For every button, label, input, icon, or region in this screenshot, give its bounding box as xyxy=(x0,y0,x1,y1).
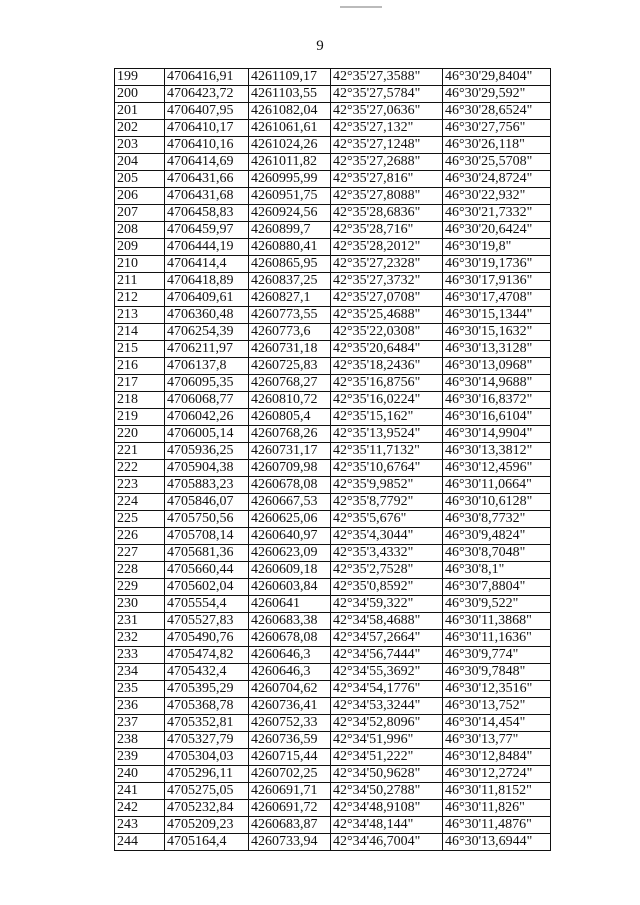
point-number-cell: 235 xyxy=(115,681,165,698)
x-coordinate-cell: 4706137,8 xyxy=(165,358,249,375)
point-number-cell: 215 xyxy=(115,341,165,358)
x-coordinate-cell: 4706423,72 xyxy=(165,86,249,103)
table-row xyxy=(115,698,551,715)
y-coordinate-cell: 4260924,56 xyxy=(249,205,331,222)
latitude-cell: 42°35'27,1248" xyxy=(331,137,443,154)
x-coordinate-cell: 4706407,95 xyxy=(165,103,249,120)
x-coordinate-cell: 4705883,23 xyxy=(165,477,249,494)
table-row xyxy=(115,613,551,630)
point-number-cell: 202 xyxy=(115,120,165,137)
longitude-cell: 46°30'13,6944" xyxy=(443,834,551,851)
x-coordinate-cell: 4705846,07 xyxy=(165,494,249,511)
latitude-cell: 42°35'28,716" xyxy=(331,222,443,239)
longitude-cell: 46°30'28,6524" xyxy=(443,103,551,120)
latitude-cell: 42°34'52,8096" xyxy=(331,715,443,732)
latitude-cell: 42°35'27,5784" xyxy=(331,86,443,103)
latitude-cell: 42°35'5,676" xyxy=(331,511,443,528)
point-number-cell: 222 xyxy=(115,460,165,477)
x-coordinate-cell: 4705602,04 xyxy=(165,579,249,596)
y-coordinate-cell: 4260683,38 xyxy=(249,613,331,630)
latitude-cell: 42°35'2,7528" xyxy=(331,562,443,579)
y-coordinate-cell: 4260678,08 xyxy=(249,477,331,494)
x-coordinate-cell: 4706459,97 xyxy=(165,222,249,239)
latitude-cell: 42°34'46,7004" xyxy=(331,834,443,851)
y-coordinate-cell: 4260768,26 xyxy=(249,426,331,443)
table-row xyxy=(115,664,551,681)
table-row xyxy=(115,749,551,766)
table-row xyxy=(115,715,551,732)
y-coordinate-cell: 4260731,18 xyxy=(249,341,331,358)
point-number-cell: 243 xyxy=(115,817,165,834)
point-number-cell: 210 xyxy=(115,256,165,273)
point-number-cell: 200 xyxy=(115,86,165,103)
longitude-cell: 46°30'19,8" xyxy=(443,239,551,256)
table-row xyxy=(115,154,551,171)
y-coordinate-cell: 4260646,3 xyxy=(249,664,331,681)
table-row xyxy=(115,239,551,256)
point-number-cell: 211 xyxy=(115,273,165,290)
longitude-cell: 46°30'20,6424" xyxy=(443,222,551,239)
x-coordinate-cell: 4705527,83 xyxy=(165,613,249,630)
x-coordinate-cell: 4705304,03 xyxy=(165,749,249,766)
y-coordinate-cell: 4260725,83 xyxy=(249,358,331,375)
y-coordinate-cell: 4261061,61 xyxy=(249,120,331,137)
latitude-cell: 42°35'15,162" xyxy=(331,409,443,426)
x-coordinate-cell: 4705904,38 xyxy=(165,460,249,477)
latitude-cell: 42°35'27,3732" xyxy=(331,273,443,290)
x-coordinate-cell: 4705275,05 xyxy=(165,783,249,800)
table-row xyxy=(115,494,551,511)
latitude-cell: 42°34'51,996" xyxy=(331,732,443,749)
latitude-cell: 42°35'27,132" xyxy=(331,120,443,137)
y-coordinate-cell: 4260731,17 xyxy=(249,443,331,460)
longitude-cell: 46°30'9,4824" xyxy=(443,528,551,545)
table-row xyxy=(115,528,551,545)
y-coordinate-cell: 4260773,55 xyxy=(249,307,331,324)
longitude-cell: 46°30'11,4876" xyxy=(443,817,551,834)
latitude-cell: 42°35'10,6764" xyxy=(331,460,443,477)
longitude-cell: 46°30'14,9904" xyxy=(443,426,551,443)
latitude-cell: 42°35'22,0308" xyxy=(331,324,443,341)
latitude-cell: 42°34'56,7444" xyxy=(331,647,443,664)
point-number-cell: 228 xyxy=(115,562,165,579)
y-coordinate-cell: 4260640,97 xyxy=(249,528,331,545)
point-number-cell: 225 xyxy=(115,511,165,528)
longitude-cell: 46°30'26,118" xyxy=(443,137,551,154)
x-coordinate-cell: 4705660,44 xyxy=(165,562,249,579)
latitude-cell: 42°35'16,0224" xyxy=(331,392,443,409)
longitude-cell: 46°30'12,3516" xyxy=(443,681,551,698)
latitude-cell: 42°34'57,2664" xyxy=(331,630,443,647)
x-coordinate-cell: 4706409,61 xyxy=(165,290,249,307)
latitude-cell: 42°35'8,7792" xyxy=(331,494,443,511)
latitude-cell: 42°34'53,3244" xyxy=(331,698,443,715)
y-coordinate-cell: 4260678,08 xyxy=(249,630,331,647)
point-number-cell: 214 xyxy=(115,324,165,341)
longitude-cell: 46°30'22,932" xyxy=(443,188,551,205)
x-coordinate-cell: 4705164,4 xyxy=(165,834,249,851)
latitude-cell: 42°35'20,6484" xyxy=(331,341,443,358)
table-row xyxy=(115,800,551,817)
table-row xyxy=(115,392,551,409)
y-coordinate-cell: 4260773,6 xyxy=(249,324,331,341)
latitude-cell: 42°35'27,3588" xyxy=(331,69,443,86)
longitude-cell: 46°30'13,77" xyxy=(443,732,551,749)
x-coordinate-cell: 4706410,17 xyxy=(165,120,249,137)
longitude-cell: 46°30'15,1344" xyxy=(443,307,551,324)
table-row xyxy=(115,222,551,239)
y-coordinate-cell: 4260752,33 xyxy=(249,715,331,732)
table-row xyxy=(115,596,551,613)
point-number-cell: 206 xyxy=(115,188,165,205)
longitude-cell: 46°30'11,826" xyxy=(443,800,551,817)
point-number-cell: 207 xyxy=(115,205,165,222)
x-coordinate-cell: 4706414,69 xyxy=(165,154,249,171)
y-coordinate-cell: 4260899,7 xyxy=(249,222,331,239)
latitude-cell: 42°35'27,0636" xyxy=(331,103,443,120)
point-number-cell: 208 xyxy=(115,222,165,239)
y-coordinate-cell: 4260691,71 xyxy=(249,783,331,800)
longitude-cell: 46°30'13,0968" xyxy=(443,358,551,375)
latitude-cell: 42°34'50,9628" xyxy=(331,766,443,783)
point-number-cell: 199 xyxy=(115,69,165,86)
latitude-cell: 42°34'48,9108" xyxy=(331,800,443,817)
table-row xyxy=(115,86,551,103)
latitude-cell: 42°35'18,2436" xyxy=(331,358,443,375)
x-coordinate-cell: 4706005,14 xyxy=(165,426,249,443)
latitude-cell: 42°35'16,8756" xyxy=(331,375,443,392)
x-coordinate-cell: 4706458,83 xyxy=(165,205,249,222)
point-number-cell: 229 xyxy=(115,579,165,596)
latitude-cell: 42°35'27,2328" xyxy=(331,256,443,273)
point-number-cell: 209 xyxy=(115,239,165,256)
longitude-cell: 46°30'19,1736" xyxy=(443,256,551,273)
point-number-cell: 230 xyxy=(115,596,165,613)
longitude-cell: 46°30'9,7848" xyxy=(443,664,551,681)
x-coordinate-cell: 4706095,35 xyxy=(165,375,249,392)
point-number-cell: 244 xyxy=(115,834,165,851)
x-coordinate-cell: 4705750,56 xyxy=(165,511,249,528)
coordinates-table-body xyxy=(115,69,551,851)
latitude-cell: 42°34'55,3692" xyxy=(331,664,443,681)
longitude-cell: 46°30'8,7732" xyxy=(443,511,551,528)
longitude-cell: 46°30'8,7048" xyxy=(443,545,551,562)
table-row xyxy=(115,171,551,188)
point-number-cell: 226 xyxy=(115,528,165,545)
table-row xyxy=(115,290,551,307)
page-number: 9 xyxy=(316,38,324,54)
point-number-cell: 205 xyxy=(115,171,165,188)
x-coordinate-cell: 4706431,66 xyxy=(165,171,249,188)
x-coordinate-cell: 4706431,68 xyxy=(165,188,249,205)
y-coordinate-cell: 4260733,94 xyxy=(249,834,331,851)
y-coordinate-cell: 4261011,82 xyxy=(249,154,331,171)
y-coordinate-cell: 4260865,95 xyxy=(249,256,331,273)
point-number-cell: 238 xyxy=(115,732,165,749)
y-coordinate-cell: 4260641 xyxy=(249,596,331,613)
y-coordinate-cell: 4260683,87 xyxy=(249,817,331,834)
longitude-cell: 46°30'9,774" xyxy=(443,647,551,664)
y-coordinate-cell: 4260951,75 xyxy=(249,188,331,205)
latitude-cell: 42°35'0,8592" xyxy=(331,579,443,596)
x-coordinate-cell: 4705554,4 xyxy=(165,596,249,613)
x-coordinate-cell: 4705232,84 xyxy=(165,800,249,817)
table-row xyxy=(115,477,551,494)
x-coordinate-cell: 4706410,16 xyxy=(165,137,249,154)
longitude-cell: 46°30'8,1" xyxy=(443,562,551,579)
point-number-cell: 240 xyxy=(115,766,165,783)
table-row xyxy=(115,834,551,851)
y-coordinate-cell: 4261109,17 xyxy=(249,69,331,86)
y-coordinate-cell: 4260736,41 xyxy=(249,698,331,715)
latitude-cell: 42°34'48,144" xyxy=(331,817,443,834)
longitude-cell: 46°30'21,7332" xyxy=(443,205,551,222)
longitude-cell: 46°30'27,756" xyxy=(443,120,551,137)
x-coordinate-cell: 4706416,91 xyxy=(165,69,249,86)
table-row xyxy=(115,647,551,664)
longitude-cell: 46°30'7,8804" xyxy=(443,579,551,596)
longitude-cell: 46°30'29,8404" xyxy=(443,69,551,86)
table-row xyxy=(115,511,551,528)
point-number-cell: 221 xyxy=(115,443,165,460)
table-row xyxy=(115,817,551,834)
x-coordinate-cell: 4705474,82 xyxy=(165,647,249,664)
point-number-cell: 218 xyxy=(115,392,165,409)
y-coordinate-cell: 4260691,72 xyxy=(249,800,331,817)
longitude-cell: 46°30'12,4596" xyxy=(443,460,551,477)
point-number-cell: 232 xyxy=(115,630,165,647)
longitude-cell: 46°30'16,8372" xyxy=(443,392,551,409)
latitude-cell: 42°34'54,1776" xyxy=(331,681,443,698)
longitude-cell: 46°30'17,4708" xyxy=(443,290,551,307)
longitude-cell: 46°30'16,6104" xyxy=(443,409,551,426)
y-coordinate-cell: 4260715,44 xyxy=(249,749,331,766)
y-coordinate-cell: 4260646,3 xyxy=(249,647,331,664)
longitude-cell: 46°30'13,3812" xyxy=(443,443,551,460)
table-row xyxy=(115,341,551,358)
y-coordinate-cell: 4261024,26 xyxy=(249,137,331,154)
point-number-cell: 224 xyxy=(115,494,165,511)
x-coordinate-cell: 4706254,39 xyxy=(165,324,249,341)
table-row xyxy=(115,205,551,222)
x-coordinate-cell: 4705296,11 xyxy=(165,766,249,783)
point-number-cell: 203 xyxy=(115,137,165,154)
latitude-cell: 42°35'27,0708" xyxy=(331,290,443,307)
y-coordinate-cell: 4260768,27 xyxy=(249,375,331,392)
point-number-cell: 216 xyxy=(115,358,165,375)
longitude-cell: 46°30'14,454" xyxy=(443,715,551,732)
coordinates-table xyxy=(114,68,551,851)
latitude-cell: 42°34'51,222" xyxy=(331,749,443,766)
table-row xyxy=(115,681,551,698)
y-coordinate-cell: 4260609,18 xyxy=(249,562,331,579)
longitude-cell: 46°30'11,8152" xyxy=(443,783,551,800)
point-number-cell: 239 xyxy=(115,749,165,766)
table-row xyxy=(115,630,551,647)
table-row xyxy=(115,562,551,579)
longitude-cell: 46°30'10,6128" xyxy=(443,494,551,511)
latitude-cell: 42°34'59,322" xyxy=(331,596,443,613)
table-row xyxy=(115,69,551,86)
x-coordinate-cell: 4706444,19 xyxy=(165,239,249,256)
x-coordinate-cell: 4705708,14 xyxy=(165,528,249,545)
point-number-cell: 237 xyxy=(115,715,165,732)
table-row xyxy=(115,545,551,562)
y-coordinate-cell: 4260709,98 xyxy=(249,460,331,477)
point-number-cell: 223 xyxy=(115,477,165,494)
point-number-cell: 201 xyxy=(115,103,165,120)
table-row xyxy=(115,137,551,154)
x-coordinate-cell: 4706211,97 xyxy=(165,341,249,358)
longitude-cell: 46°30'12,8484" xyxy=(443,749,551,766)
x-coordinate-cell: 4705209,23 xyxy=(165,817,249,834)
latitude-cell: 42°35'25,4688" xyxy=(331,307,443,324)
table-row xyxy=(115,375,551,392)
point-number-cell: 220 xyxy=(115,426,165,443)
y-coordinate-cell: 4260623,09 xyxy=(249,545,331,562)
latitude-cell: 42°35'11,7132" xyxy=(331,443,443,460)
x-coordinate-cell: 4706360,48 xyxy=(165,307,249,324)
x-coordinate-cell: 4705490,76 xyxy=(165,630,249,647)
longitude-cell: 46°30'9,522" xyxy=(443,596,551,613)
x-coordinate-cell: 4705352,81 xyxy=(165,715,249,732)
point-number-cell: 234 xyxy=(115,664,165,681)
point-number-cell: 231 xyxy=(115,613,165,630)
table-row xyxy=(115,103,551,120)
table-row xyxy=(115,358,551,375)
x-coordinate-cell: 4705368,78 xyxy=(165,698,249,715)
x-coordinate-cell: 4705395,29 xyxy=(165,681,249,698)
latitude-cell: 42°34'50,2788" xyxy=(331,783,443,800)
point-number-cell: 219 xyxy=(115,409,165,426)
latitude-cell: 42°35'27,8088" xyxy=(331,188,443,205)
table-row xyxy=(115,579,551,596)
latitude-cell: 42°35'28,2012" xyxy=(331,239,443,256)
table-row xyxy=(115,324,551,341)
y-coordinate-cell: 4261082,04 xyxy=(249,103,331,120)
longitude-cell: 46°30'29,592" xyxy=(443,86,551,103)
longitude-cell: 46°30'11,0664" xyxy=(443,477,551,494)
table-row xyxy=(115,443,551,460)
longitude-cell: 46°30'14,9688" xyxy=(443,375,551,392)
x-coordinate-cell: 4705327,79 xyxy=(165,732,249,749)
table-row xyxy=(115,273,551,290)
y-coordinate-cell: 4260995,99 xyxy=(249,171,331,188)
longitude-cell: 46°30'11,1636" xyxy=(443,630,551,647)
longitude-cell: 46°30'24,8724" xyxy=(443,171,551,188)
table-row xyxy=(115,426,551,443)
y-coordinate-cell: 4260736,59 xyxy=(249,732,331,749)
y-coordinate-cell: 4261103,55 xyxy=(249,86,331,103)
longitude-cell: 46°30'11,3868" xyxy=(443,613,551,630)
table-row xyxy=(115,256,551,273)
table-row xyxy=(115,732,551,749)
y-coordinate-cell: 4260805,4 xyxy=(249,409,331,426)
x-coordinate-cell: 4705681,36 xyxy=(165,545,249,562)
x-coordinate-cell: 4706414,4 xyxy=(165,256,249,273)
point-number-cell: 204 xyxy=(115,154,165,171)
longitude-cell: 46°30'12,2724" xyxy=(443,766,551,783)
table-row xyxy=(115,460,551,477)
longitude-cell: 46°30'13,3128" xyxy=(443,341,551,358)
point-number-cell: 212 xyxy=(115,290,165,307)
scan-artifact xyxy=(340,6,382,8)
longitude-cell: 46°30'15,1632" xyxy=(443,324,551,341)
x-coordinate-cell: 4705936,25 xyxy=(165,443,249,460)
latitude-cell: 42°35'27,2688" xyxy=(331,154,443,171)
longitude-cell: 46°30'13,752" xyxy=(443,698,551,715)
y-coordinate-cell: 4260880,41 xyxy=(249,239,331,256)
latitude-cell: 42°35'3,4332" xyxy=(331,545,443,562)
table-row xyxy=(115,409,551,426)
point-number-cell: 233 xyxy=(115,647,165,664)
y-coordinate-cell: 4260603,84 xyxy=(249,579,331,596)
x-coordinate-cell: 4706068,77 xyxy=(165,392,249,409)
y-coordinate-cell: 4260827,1 xyxy=(249,290,331,307)
table-row xyxy=(115,188,551,205)
point-number-cell: 217 xyxy=(115,375,165,392)
latitude-cell: 42°35'13,9524" xyxy=(331,426,443,443)
x-coordinate-cell: 4706418,89 xyxy=(165,273,249,290)
point-number-cell: 241 xyxy=(115,783,165,800)
point-number-cell: 227 xyxy=(115,545,165,562)
latitude-cell: 42°35'27,816" xyxy=(331,171,443,188)
y-coordinate-cell: 4260810,72 xyxy=(249,392,331,409)
y-coordinate-cell: 4260667,53 xyxy=(249,494,331,511)
point-number-cell: 236 xyxy=(115,698,165,715)
x-coordinate-cell: 4705432,4 xyxy=(165,664,249,681)
point-number-cell: 242 xyxy=(115,800,165,817)
latitude-cell: 42°35'9,9852" xyxy=(331,477,443,494)
table-row xyxy=(115,120,551,137)
longitude-cell: 46°30'25,5708" xyxy=(443,154,551,171)
latitude-cell: 42°34'58,4688" xyxy=(331,613,443,630)
table-row xyxy=(115,307,551,324)
y-coordinate-cell: 4260704,62 xyxy=(249,681,331,698)
latitude-cell: 42°35'4,3044" xyxy=(331,528,443,545)
y-coordinate-cell: 4260702,25 xyxy=(249,766,331,783)
longitude-cell: 46°30'17,9136" xyxy=(443,273,551,290)
y-coordinate-cell: 4260837,25 xyxy=(249,273,331,290)
table-row xyxy=(115,766,551,783)
x-coordinate-cell: 4706042,26 xyxy=(165,409,249,426)
table-row xyxy=(115,783,551,800)
y-coordinate-cell: 4260625,06 xyxy=(249,511,331,528)
latitude-cell: 42°35'28,6836" xyxy=(331,205,443,222)
point-number-cell: 213 xyxy=(115,307,165,324)
